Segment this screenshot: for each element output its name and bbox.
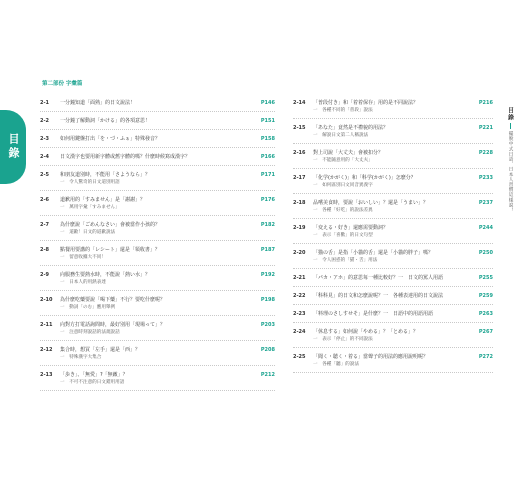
entry-title: 「歩き」、「無愛」?「無敵」？ [60,372,128,378]
entry-page: P187 [260,247,275,253]
toc-entry[interactable] [40,197,275,216]
entry-subtitle: 一 萬用字彙「すみません」 [60,205,120,210]
entry-number: 2-19 [293,225,306,231]
entry-subtitle: 一 日本人的用熱表達 [60,280,106,285]
entry-divider [40,111,275,112]
entry-page: P237 [478,200,493,206]
entry-number: 2-7 [40,222,50,228]
toc-left-column [40,100,275,397]
toc-entry[interactable] [40,222,275,241]
entry-page: P228 [478,150,493,156]
entry-page: P192 [260,272,275,278]
entry-number: 2-9 [40,272,50,278]
entry-subtitle: 一 解說日文第二人稱說法 [313,133,369,138]
entry-divider [40,190,275,191]
entry-title: 日文漢字也要用新字體或舊字體的嗎？什麼時候寫成漢字？ [60,154,191,160]
spine-label [503,107,517,213]
toc-entry[interactable] [40,136,275,148]
entry-page: P267 [478,329,493,335]
spine-divider [510,123,511,129]
toc-entry[interactable] [293,293,493,305]
toc-entry[interactable] [40,100,275,112]
entry-subtitle: 一 留意收據大不同！ [60,255,106,260]
entry-page: P259 [478,293,493,299]
entry-number: 2-18 [293,200,306,206]
entry-page: P146 [260,100,275,106]
toc-entry[interactable] [40,247,275,266]
toc-entry[interactable] [293,100,493,119]
entry-title: 「パカ・アホ」的意思每一種比較好？一 日文的罵人用語 [313,275,444,281]
entry-number: 2-24 [293,329,306,335]
entry-page: P244 [478,225,493,231]
entry-subtitle: 一 不能隨意用的「大丈夫」 [313,158,373,163]
entry-divider [40,315,275,316]
entry-number: 2-1 [40,100,50,106]
entry-title: 「化学(かがく)」和「科学(かがく)」怎麼分？ [313,175,416,181]
toc-entry[interactable] [40,347,275,366]
entry-page: P203 [260,322,275,328]
toc-entry[interactable] [293,329,493,348]
entry-divider [40,215,275,216]
toc-entry[interactable] [293,125,493,144]
entry-number: 2-8 [40,247,50,253]
entry-divider [40,340,275,341]
toc-entry[interactable] [40,372,275,391]
entry-number: 2-5 [40,172,50,178]
entry-page: P171 [260,172,275,178]
toc-entry[interactable] [293,225,493,244]
entry-divider [293,304,493,305]
entry-subtitle: 一 各種「好吃」的說法差異 [313,208,373,213]
entry-subtitle: 一 表示「停止」的不同說法 [313,337,373,342]
entry-title: 一分鐘了解動詞「かける」的各項意思！ [60,118,151,124]
entry-number: 2-21 [293,275,306,281]
entry-divider [293,218,493,219]
entry-divider [40,265,275,266]
toc-entry[interactable] [40,322,275,341]
entry-number: 2-22 [293,293,306,299]
entry-number: 2-6 [40,197,50,203]
entry-page: P250 [478,250,493,256]
entry-title: 為什麼說「ごめんなさい」會被當作小孩的？ [60,222,161,228]
entry-divider [40,129,275,130]
entry-page: P255 [478,275,493,281]
entry-title: 「あなた」竟然是不禮貌的用法？ [313,125,389,131]
entry-title: 「料理のさしすせそ」是什麼？一 日語中的用語用語 [313,311,434,317]
entry-page: P272 [478,354,493,360]
entry-subtitle: 一 表示「喜歡」的日文句型 [313,233,373,238]
entry-divider [293,118,493,119]
entry-divider [293,286,493,287]
entry-divider [293,322,493,323]
entry-number: 2-23 [293,311,306,317]
entry-number: 2-4 [40,154,50,160]
entry-title: 向服務生要熱水時，不能說「熱い水」？ [60,272,151,278]
toc-entry[interactable] [40,154,275,166]
entry-divider [40,390,275,391]
entry-divider [293,243,493,244]
entry-title: 「猫の舌」是指「小貓的舌」還是「小貓的胖子」嗎？ [313,250,434,256]
entry-page: P233 [478,175,493,181]
entry-number: 2-25 [293,354,306,360]
toc-entry[interactable] [293,354,493,373]
part-title: 第二部份 字彙篇 [42,81,83,87]
entry-subtitle: 一 令人困惑的「猫・舌」用法 [313,258,378,263]
entry-divider [40,365,275,366]
entry-number: 2-3 [40,136,50,142]
toc-entry[interactable] [293,311,493,323]
entry-title: 「科科見」的日文和怎麼說呢？一 各種表達用的日文說法 [313,293,444,299]
spine-subtitle: 擺脫中式日語，日本人習慣這樣說！ [508,131,513,213]
entry-number: 2-16 [293,150,306,156]
entry-title: 「聞く・聴く・着る」當聲子的用法的應用說明呢？ [313,354,429,360]
entry-page: P166 [260,154,275,160]
entry-title: 對上司說「大丈夫」會被扣分？ [313,150,384,156]
entry-title: 「休息する」如何說「やめる」？「とめる」？ [313,329,419,335]
toc-right-column [293,100,493,379]
entry-page: P198 [260,297,275,303]
entry-title: 品嚐美食時，要說「おいしい」？還是「うまい」？ [313,200,429,206]
entry-subtitle: 一 特殊漢字大集合 [60,355,102,360]
entry-title: 和朋友道別時，不能用「さようなら」？ [60,172,151,178]
entry-title: 如何用鍵盤打出「を・づ・ふぁ」特殊發音？ [60,136,161,142]
entry-title: 道歉用的「すみません」是「謝謝」？ [60,197,146,203]
entry-page: P176 [260,197,275,203]
entry-divider [40,240,275,241]
entry-page: P208 [260,347,275,353]
entry-divider [293,193,493,194]
toc-entry[interactable] [40,272,275,291]
entry-subtitle: 一 如何區別日文同音異義字 [313,183,373,188]
entry-page: P212 [260,372,275,378]
entry-title: 「普段付き」和「着着保存」用的是不同說法？ [313,100,419,106]
entry-subtitle: 一 各種「聽」的說法 [313,362,359,367]
toc-entry[interactable] [293,175,493,194]
toc-entry[interactable] [40,118,275,130]
entry-title: 一分鐘知道「面熟」的日文說法！ [60,100,136,106]
entry-subtitle: 一 注意時刻說話的法規說話 [60,330,120,335]
entry-subtitle: 一 令人驚奇的日文道別用語 [60,180,120,185]
entry-title: 向對方打電話詢問時，最好別用「現場って」？ [60,322,166,328]
entry-number: 2-15 [293,125,306,131]
entry-page: P158 [260,136,275,142]
entry-title: 點餐用要講的「レシート」還是「領收書」？ [60,247,160,253]
entry-title: 為什麼吃藥要說「喝下藥」不行？要吃什麼呢？ [60,297,166,303]
spine-heading: 目錄 [506,107,514,121]
entry-divider [40,147,275,148]
entry-divider [40,165,275,166]
entry-number: 2-14 [293,100,306,106]
entry-number: 2-12 [40,347,53,353]
toc-entry[interactable] [293,150,493,169]
toc-entry[interactable] [293,200,493,219]
toc-entry[interactable] [40,297,275,316]
entry-subtitle: 一 道歉！日文的道歉說法 [60,230,116,235]
entry-title: 「変える・好き」還應需要動詞？ [313,225,389,231]
entry-divider [40,290,275,291]
entry-page: P216 [478,100,493,106]
entry-subtitle: 一 動詞「のむ」應用舉例 [60,305,116,310]
entry-subtitle: 一 不可不注意的日文錯用用語 [60,380,125,385]
entry-divider [293,168,493,169]
entry-page: P151 [260,118,275,124]
entry-number: 2-13 [40,372,53,378]
toc-entry[interactable] [40,172,275,191]
entry-page: P221 [478,125,493,131]
entry-page: P263 [478,311,493,317]
entry-page: P182 [260,222,275,228]
toc-entry[interactable] [293,275,493,287]
entry-number: 2-17 [293,175,306,181]
entry-title: 集合時，想買「左手」還是「西」？ [60,347,141,353]
entry-number: 2-2 [40,118,50,124]
entry-divider [293,347,493,348]
entry-divider [293,268,493,269]
toc-badge: 目錄 [0,110,26,184]
entry-number: 2-11 [40,322,53,328]
entry-divider [293,143,493,144]
entry-divider [293,372,493,373]
entry-subtitle: 一 各種不同的「普段」說法 [313,108,373,113]
entry-number: 2-10 [40,297,53,303]
entry-number: 2-20 [293,250,306,256]
toc-entry[interactable] [293,250,493,269]
